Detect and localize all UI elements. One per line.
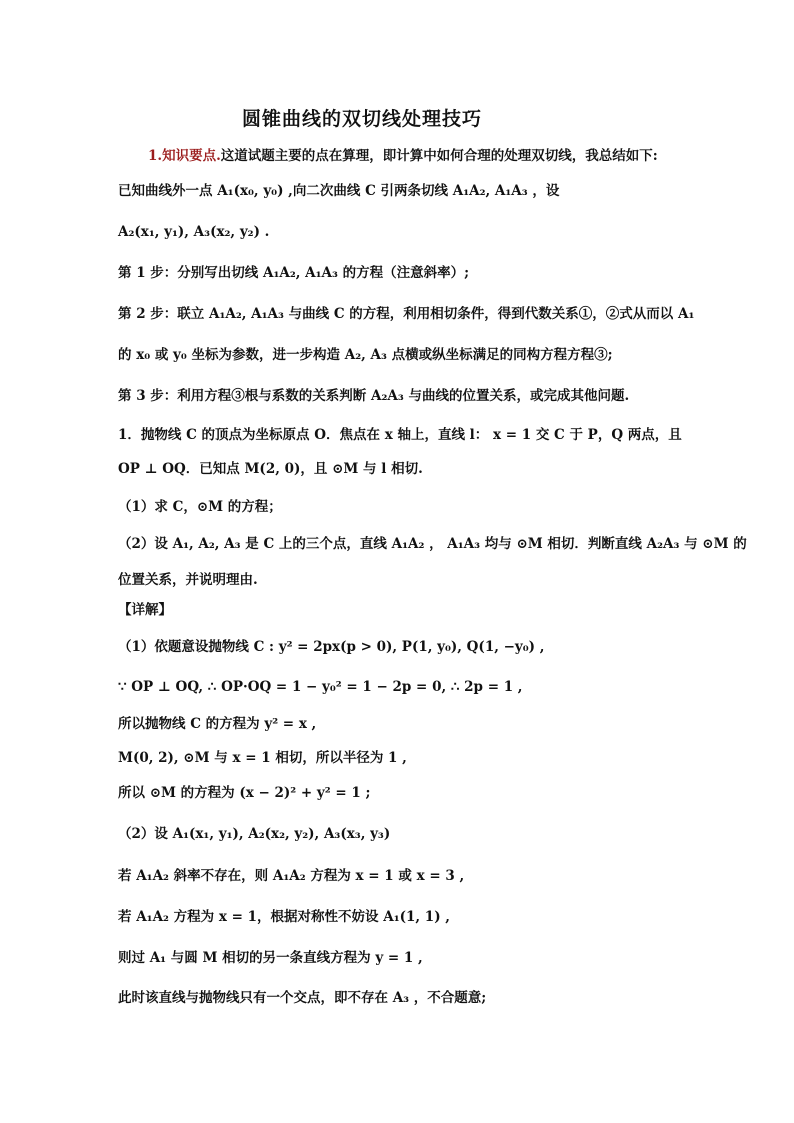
solution-line: 若 A₁A₂ 方程为 x = 1，根据对称性不妨设 A₁(1, 1) , xyxy=(118,909,450,925)
text-line: 第 2 步：联立 A₁A₂, A₁A₃ 与曲线 C 的方程，利用相切条件，得到代数关系①，②式从而以 A₁ xyxy=(118,306,695,322)
solution-line: 若 A₁A₂ 斜率不存在，则 A₁A₂ 方程为 x = 1 或 x = 3 , xyxy=(118,868,465,884)
solution-line: M(0, 2), ⊙M 与 x = 1 相切，所以半径为 1 , xyxy=(118,750,407,766)
solution-line: （1）依题意设抛物线 C : y² = 2px(p > 0), P(1, y₀), Q(1, −y₀) , xyxy=(118,639,545,655)
sub-question: （2）设 A₁, A₂, A₃ 是 C 上的三个点，直线 A₁A₂ ， A₁A₃ 均与 ⊙M 相切．判断直线 A₂A₃ 与 ⊙M 的 xyxy=(118,536,747,552)
problem-statement: 1．抛物线 C 的顶点为坐标原点 O．焦点在 x 轴上，直线 l： x = 1 交 C 于 P，Q 两点，且 xyxy=(118,427,682,443)
solution-line: 所以 ⊙M 的方程为 (x − 2)² + y² = 1 ; xyxy=(118,785,371,801)
sub-question: （1）求 C，⊙M 的方程； xyxy=(118,499,282,515)
solution-line: （2）设 A₁(x₁, y₁), A₂(x₂, y₂), A₃(x₃, y₃) xyxy=(118,826,391,842)
text-line: 位置关系，并说明理由. xyxy=(118,572,258,588)
text-line: 第 3 步：利用方程③根与系数的关系判断 A₂A₃ 与曲线的位置关系，或完成其他问题. xyxy=(118,388,630,404)
text-line: A₂(x₁, y₁), A₃(x₂, y₂) . xyxy=(118,224,270,240)
text-line: 的 x₀ 或 y₀ 坐标为参数，进一步构造 A₂, A₃ 点横或纵坐标满足的同构方程方程③; xyxy=(118,347,613,363)
solution-line: ∵ OP ⊥ OQ, ∴ OP·OQ = 1 − y₀² = 1 − 2p = 0, ∴ 2p = 1 , xyxy=(118,679,523,695)
intro-label: 1.知识要点. xyxy=(148,148,221,164)
solution-heading: 【详解】 xyxy=(118,602,172,618)
text-line: 已知曲线外一点 A₁(x₀, y₀) ,向二次曲线 C 引两条切线 A₁A₂, A₁A₃ ，设 xyxy=(118,183,560,199)
page-title: 圆锥曲线的双切线处理技巧 xyxy=(241,108,482,130)
intro-line xyxy=(148,146,728,166)
solution-line: 此时该直线与抛物线只有一个交点，即不存在 A₃ ，不合题意; xyxy=(118,990,487,1006)
solution-line: 所以抛物线 C 的方程为 y² = x , xyxy=(118,716,317,732)
text-line: 第 1 步：分别写出切线 A₁A₂, A₁A₃ 的方程（注意斜率）; xyxy=(118,265,470,281)
intro-text: 这道试题主要的点在算理，即计算中如何合理的处理双切线，我总结如下: xyxy=(220,148,658,164)
solution-line: 则过 A₁ 与圆 M 相切的另一条直线方程为 y = 1 , xyxy=(118,950,423,966)
problem-statement: OP ⊥ OQ．已知点 M(2, 0)，且 ⊙M 与 l 相切. xyxy=(118,461,423,477)
